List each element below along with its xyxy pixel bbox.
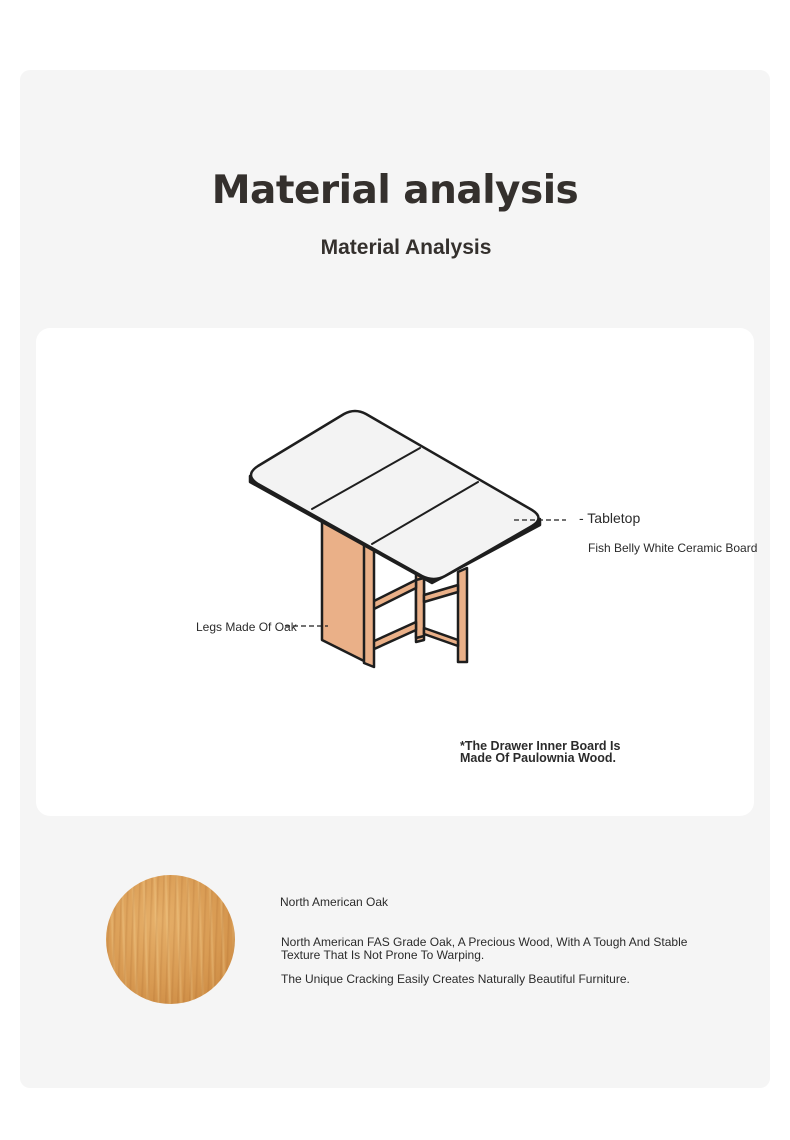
page-title: Material analysis bbox=[211, 168, 579, 213]
tabletop-label: - Tabletop bbox=[579, 510, 641, 526]
material-description-line-1: North American FAS Grade Oak, A Precious Wood, With A Tough And Stable bbox=[281, 935, 688, 949]
material-description-line-2: Texture That Is Not Prone To Warping. bbox=[281, 948, 485, 962]
oak-wood-swatch bbox=[106, 875, 235, 1004]
diagram-panel bbox=[36, 328, 754, 816]
page-subtitle: Material Analysis bbox=[320, 236, 492, 259]
material-description bbox=[281, 936, 687, 962]
drawer-note-line-1: *The Drawer Inner Board Is bbox=[460, 739, 621, 753]
tabletop-material-label: Fish Belly White Ceramic Board bbox=[588, 541, 758, 555]
legs-label: Legs Made Of Oak bbox=[196, 620, 297, 634]
material-description-line-3: The Unique Cracking Easily Creates Naturally Beautiful Furniture. bbox=[281, 972, 630, 986]
drawer-note-line-2: Made Of Paulownia Wood. bbox=[460, 750, 617, 765]
drawer-note bbox=[460, 741, 620, 764]
material-name: North American Oak bbox=[280, 895, 389, 909]
